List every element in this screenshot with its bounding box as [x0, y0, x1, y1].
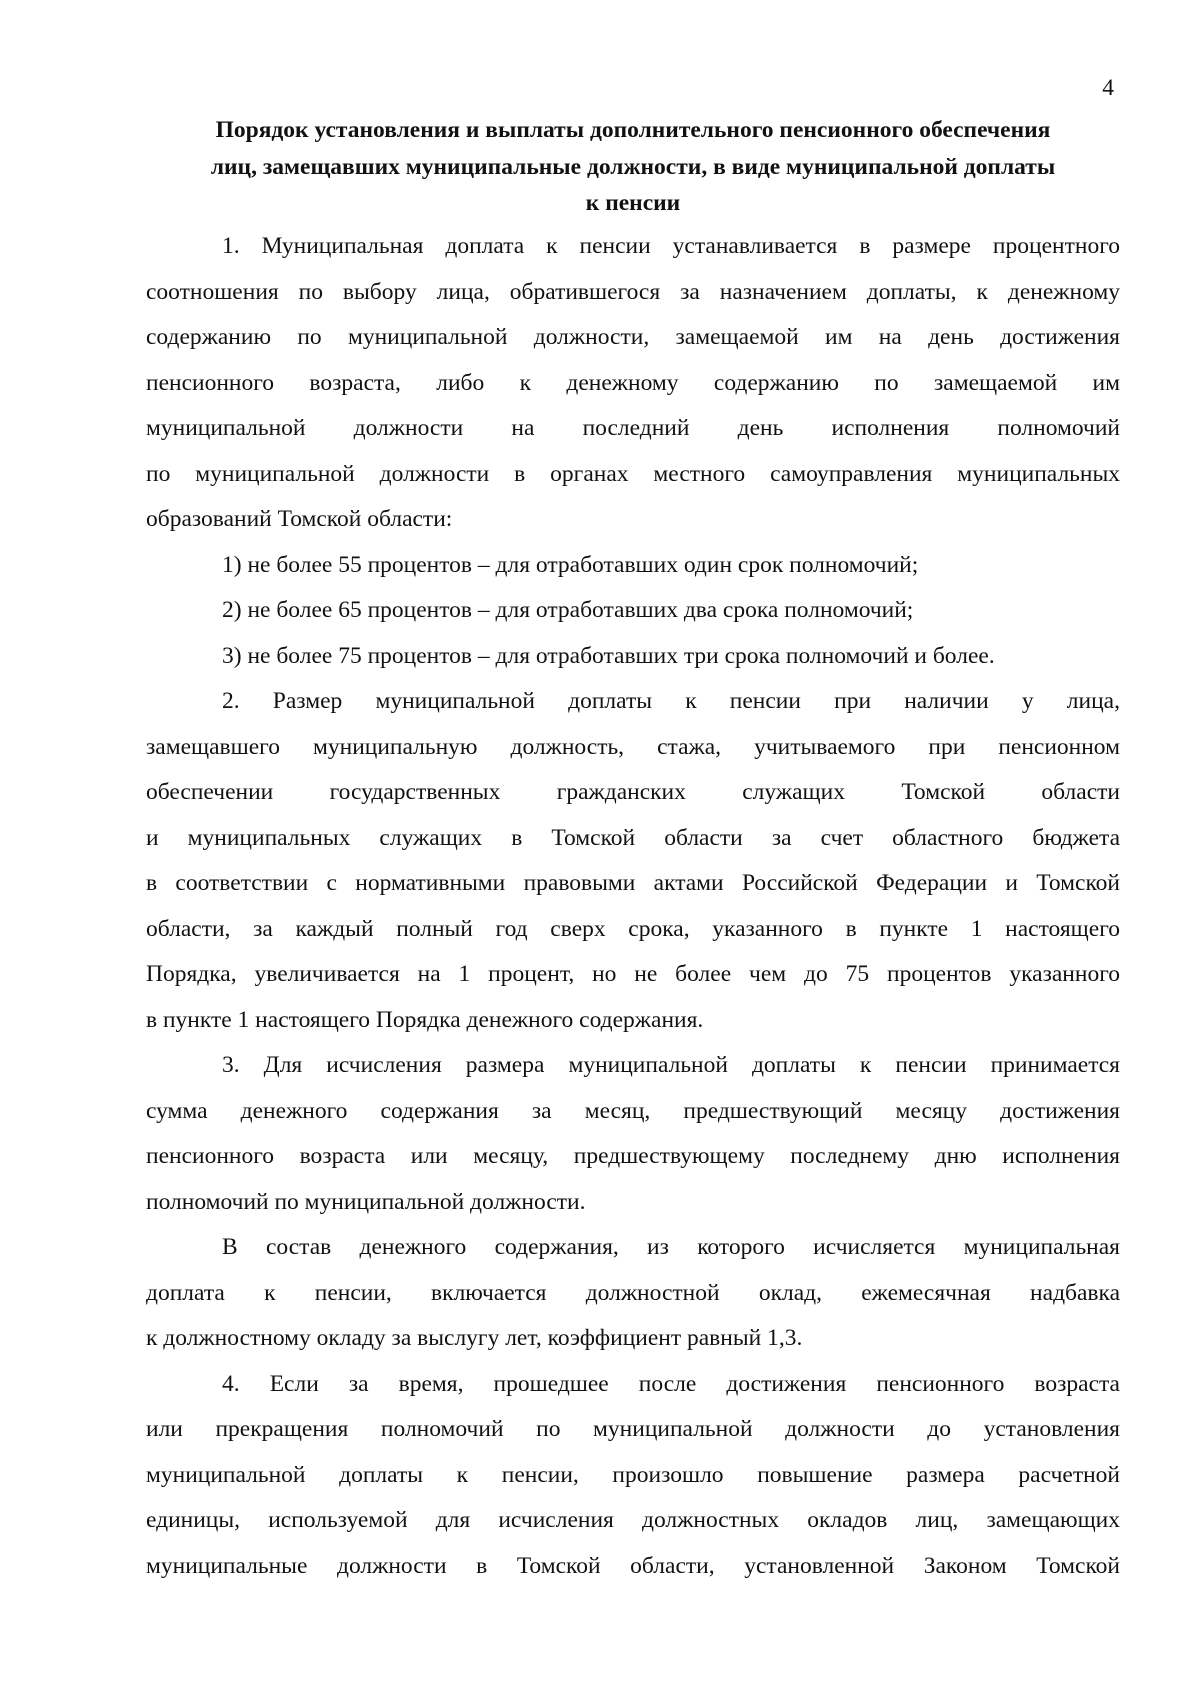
text-line: 2. Размер муниципальной доплаты к пенсии при наличии у лица, [222, 688, 1120, 714]
text-line: области, за каждый полный год сверх срока, указанного в пункте 1 настоящего [146, 915, 1120, 942]
text-line: и муниципальных служащих в Томской области за счет областного бюджета [146, 824, 1120, 851]
paragraph-p3 [146, 1043, 1120, 1225]
text-line: доплата к пенсии, включается должностной оклад, ежемесячная надбавка [146, 1279, 1120, 1306]
text-line: В состав денежного содержания, из которого исчисляется муниципальная [222, 1234, 1120, 1260]
paragraph-p1-item3 [146, 634, 1120, 680]
text-line: обеспечении государственных гражданских служащих Томской области [146, 779, 1120, 805]
text-line: 4. Если за время, прошедшее после достижения пенсионного возраста [222, 1370, 1120, 1397]
heading-line: лиц, замещавших муниципальные должности, в виде муниципальной доплаты [210, 153, 1056, 180]
paragraph-p3b [146, 1225, 1120, 1362]
text-line: содержанию по муниципальной должности, замещаемой им на день достижения [146, 324, 1120, 350]
text-line: 1. Муниципальная доплата к пенсии устанавливается в размере процентного [222, 233, 1120, 259]
text-line: 2) не более 65 процентов – для отработавших два срока полномочий; [222, 597, 914, 623]
text-line: сумма денежного содержания за месяц, предшествующий месяцу достижения [146, 1097, 1120, 1124]
paragraph-p1 [146, 224, 1120, 543]
heading-line: Порядок установления и выплаты дополнительного пенсионного обеспечения [215, 117, 1051, 143]
text-line: 1) не более 55 процентов – для отработавших один срок полномочий; [222, 551, 919, 578]
text-line: 3) не более 75 процентов – для отработавших три срока полномочий и более. [222, 642, 995, 669]
text-line: образований Томской области: [146, 506, 453, 532]
paragraph-p4 [146, 1362, 1120, 1590]
text-line: замещавшего муниципальную должность, стажа, учитываемого при пенсионном [146, 733, 1120, 760]
text-line: Порядка, увеличивается на 1 процент, но не более чем до 75 процентов указанного [146, 961, 1120, 987]
text-line: муниципальной должности на последний день исполнения полномочий [146, 415, 1120, 441]
text-line: по муниципальной должности в органах местного самоуправления муниципальных [146, 460, 1120, 487]
text-line: в соответствии с нормативными правовыми актами Российской Федерации и Томской [146, 870, 1120, 896]
page-number: 4 [1102, 75, 1114, 101]
text-line: муниципальной доплаты к пенсии, произошло повышение размера расчетной [146, 1461, 1120, 1488]
text-line: пенсионного возраста или месяцу, предшествующему последнему дню исполнения [146, 1143, 1120, 1169]
paragraph-p1-item1 [146, 543, 1120, 589]
text-line: или прекращения полномочий по муниципальной должности до установления [146, 1416, 1120, 1442]
text-line: полномочий по муниципальной должности. [146, 1188, 586, 1215]
paragraph-p1-item2 [146, 588, 1120, 634]
text-line: муниципальные должности в Томской области, установленной Законом Томской [146, 1552, 1120, 1579]
text-line: единицы, используемой для исчисления должностных окладов лиц, замещающих [146, 1507, 1120, 1533]
paragraph-p2 [146, 679, 1120, 1043]
text-line: к должностному окладу за выслугу лет, коэффициент равный 1,3. [146, 1325, 803, 1351]
text-line: пенсионного возраста, либо к денежному содержанию по замещаемой им [146, 369, 1120, 396]
text-line: соотношения по выбору лица, обратившегося за назначением доплаты, к денежному [146, 278, 1120, 305]
heading-line: к пенсии [585, 190, 681, 216]
text-line: в пункте 1 настоящего Порядка денежного содержания. [146, 1006, 704, 1033]
document-body [146, 224, 1120, 1589]
document-heading [146, 112, 1120, 222]
text-line: 3. Для исчисления размера муниципальной доплаты к пенсии принимается [222, 1052, 1120, 1078]
